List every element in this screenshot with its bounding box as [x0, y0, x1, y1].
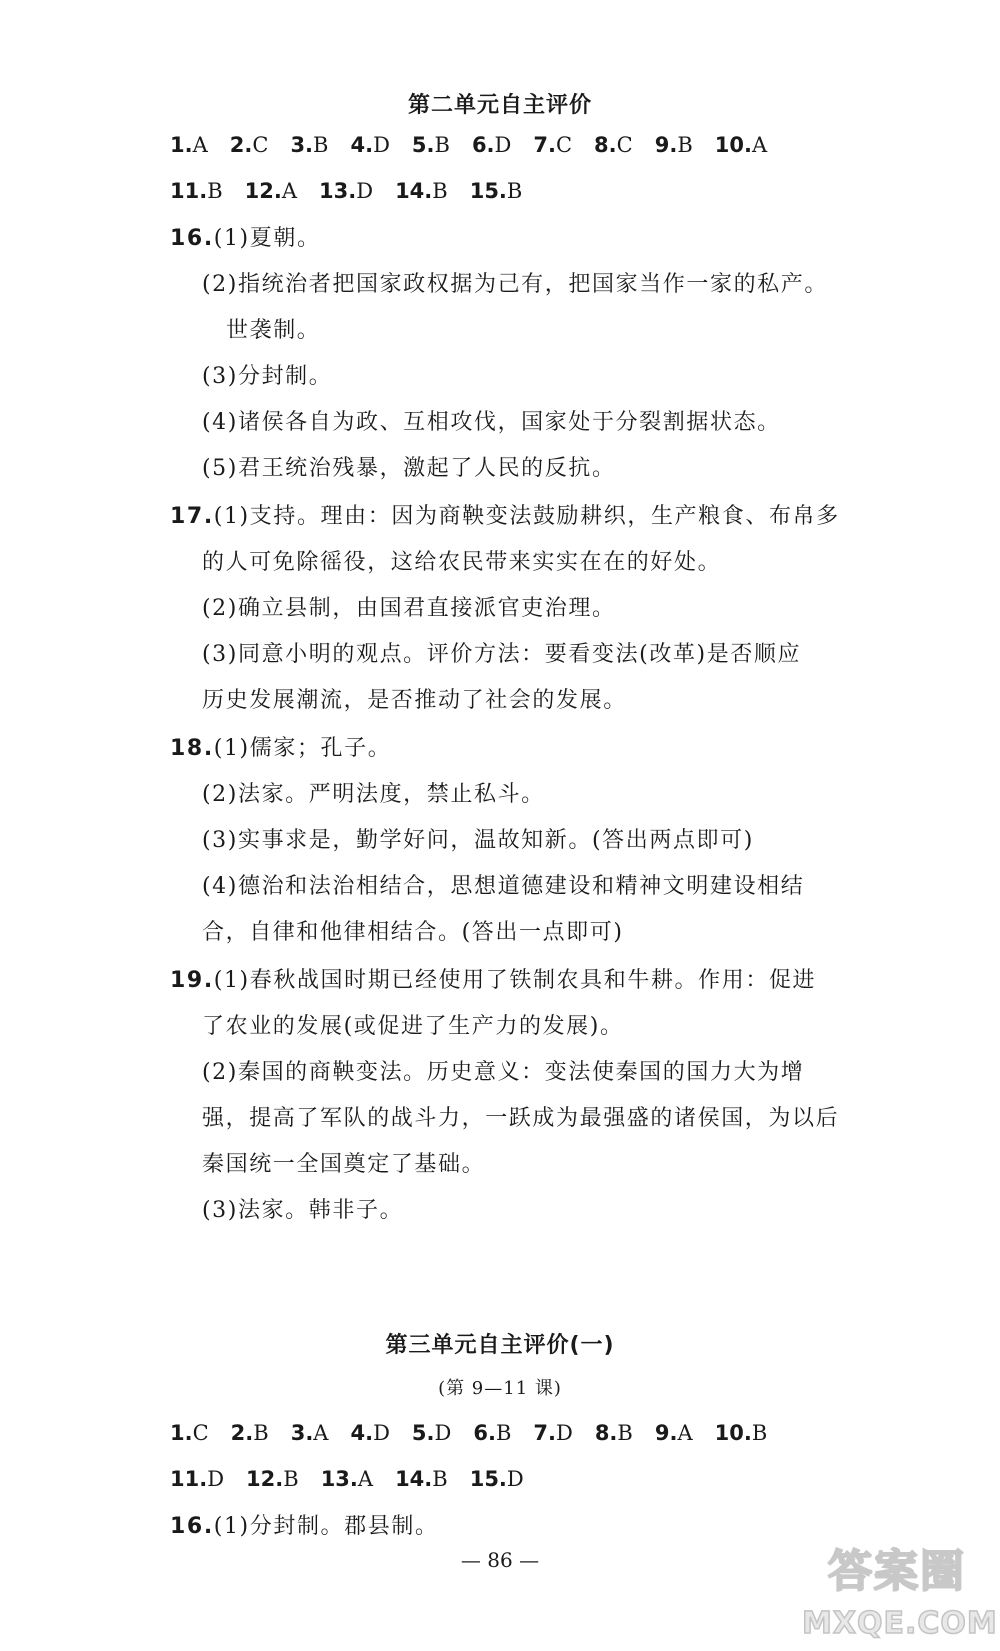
- page-number: — 86 —: [460, 1548, 540, 1572]
- mcq-answer-item: [470, 1464, 524, 1494]
- mcq-answer-letter: B: [313, 133, 329, 157]
- mcq-question-number: 12.: [246, 1467, 284, 1491]
- mcq-answer-letter: D: [555, 1421, 573, 1445]
- mcq-question-number: 1.: [170, 133, 193, 157]
- mcq-answer-letter: A: [281, 179, 298, 203]
- mcq-answer-item: [472, 130, 511, 160]
- mcq-question-number: 4.: [350, 133, 374, 157]
- question-number: 17.: [170, 504, 214, 529]
- mcq-answer-letter: C: [555, 133, 573, 157]
- mcq-answer-item: [319, 176, 373, 206]
- mcq-answer-letter: D: [506, 1467, 524, 1491]
- answer-line: (2)秦国的商鞅变法。历史意义：变法使秦国的国力大为增: [202, 1060, 805, 1085]
- mcq-answer-letter: B: [506, 179, 523, 203]
- mcq-answer-item: [350, 130, 389, 160]
- mcq-answer-letter: B: [432, 1467, 448, 1491]
- answer-line: 的人可免除徭役，这给农民带来实实在在的好处。: [202, 550, 722, 575]
- mcq-question-number: 6.: [471, 133, 495, 157]
- mcq-answers-row-2: [170, 1464, 546, 1494]
- mcq-answer-item: [395, 176, 448, 206]
- mcq-answer-letter: A: [751, 133, 768, 157]
- watermark-url-text: MXQE.COM: [802, 1606, 998, 1641]
- mcq-answer-letter: B: [434, 133, 450, 157]
- mcq-answer-item: [473, 1418, 511, 1448]
- section-title-unit-2: 第二单元自主评价: [407, 93, 592, 118]
- answer-line: (3)实事求是，勤学好问，温故知新。(答出两点即可): [202, 828, 754, 853]
- answer-line: (2)确立县制，由国君直接派官吏治理。: [202, 596, 616, 621]
- mcq-question-number: 11.: [170, 1467, 208, 1491]
- mcq-question-number: 13.: [320, 1467, 358, 1491]
- mcq-question-number: 1.: [170, 1421, 193, 1445]
- question-number: 16.: [170, 1514, 214, 1539]
- answer-line: (3)同意小明的观点。评价方法：要看变法(改革)是否顺应: [202, 642, 802, 667]
- mcq-question-number: 2.: [230, 1421, 254, 1445]
- mcq-answer-letter: D: [373, 133, 390, 157]
- answer-line: (5)君王统治残暴，激起了人民的反抗。: [202, 456, 616, 481]
- mcq-question-number: 13.: [319, 179, 357, 203]
- answer-line: 历史发展潮流，是否推动了社会的发展。: [202, 688, 627, 713]
- answer-line: (1)夏朝。: [213, 226, 321, 251]
- mcq-question-number: 3.: [290, 1421, 314, 1445]
- mcq-answer-letter: B: [495, 1421, 512, 1445]
- mcq-answer-letter: C: [252, 133, 269, 157]
- answer-line: 了农业的发展(或促进了生产力的发展)。: [202, 1014, 624, 1039]
- mcq-question-number: 12.: [244, 179, 282, 203]
- mcq-answer-letter: A: [677, 1421, 693, 1445]
- mcq-answer-item: [470, 176, 523, 206]
- answer-line: (1)支持。理由：因为商鞅变法鼓励耕织，生产粮食、布帛多: [213, 504, 840, 529]
- mcq-question-number: 15.: [469, 1467, 507, 1491]
- mcq-question-number: 9.: [654, 1421, 678, 1445]
- answer-line: 强，提高了军队的战斗力，一跃成为最强盛的诸侯国，为以后: [202, 1106, 840, 1131]
- mcq-answer-item: [412, 1418, 451, 1448]
- answer-line: (2)指统治者把国家政权据为己有，把国家当作一家的私产。: [202, 272, 828, 297]
- answer-line: 秦国统一全国奠定了基础。: [202, 1152, 486, 1177]
- mcq-answer-item: [321, 1464, 373, 1494]
- mcq-answer-item: [170, 1464, 224, 1494]
- mcq-answer-item: [655, 1418, 693, 1448]
- answer-line: (4)德治和法治相结合，思想道德建设和精神文明建设相结: [202, 874, 805, 899]
- mcq-answer-letter: B: [677, 133, 693, 157]
- mcq-answer-letter: D: [494, 133, 512, 157]
- mcq-answer-item: [290, 130, 328, 160]
- mcq-answer-item: [230, 130, 269, 160]
- question-number: 16.: [170, 226, 214, 251]
- mcq-answer-letter: B: [751, 1421, 768, 1445]
- mcq-question-number: 7.: [533, 1421, 556, 1445]
- mcq-answer-letter: A: [357, 1467, 374, 1491]
- answer-line: (2)法家。严明法度，禁止私斗。: [202, 782, 545, 807]
- mcq-answer-item: [533, 130, 572, 160]
- mcq-answer-letter: A: [313, 1421, 329, 1445]
- mcq-question-number: 4.: [350, 1421, 374, 1445]
- mcq-question-number: 14.: [395, 1467, 433, 1491]
- mcq-answer-item: [231, 1418, 269, 1448]
- mcq-question-number: 10.: [714, 1421, 752, 1445]
- mcq-question-number: 10.: [714, 133, 752, 157]
- mcq-answer-item: [170, 130, 208, 160]
- question-number: 18.: [170, 736, 214, 761]
- mcq-answer-item: [246, 1464, 299, 1494]
- mcq-question-number: 3.: [290, 133, 314, 157]
- answer-line: (1)儒家；孔子。: [213, 736, 392, 761]
- mcq-question-number: 14.: [395, 179, 433, 203]
- watermark-logo-text: 答案圈: [828, 1546, 966, 1597]
- mcq-answer-letter: B: [207, 179, 223, 203]
- answer-line: 合，自律和他律相结合。(答出一点即可): [202, 920, 624, 945]
- mcq-question-number: 8.: [594, 133, 617, 157]
- mcq-question-number: 6.: [473, 1421, 496, 1445]
- mcq-answer-item: [412, 130, 450, 160]
- mcq-answer-letter: D: [373, 1421, 390, 1445]
- watermark-logo: [802, 1535, 998, 1645]
- answer-line: (3)法家。韩非子。: [202, 1198, 404, 1223]
- mcq-answer-letter: B: [253, 1421, 269, 1445]
- answer-line: (3)分封制。: [202, 364, 333, 389]
- mcq-answer-item: [350, 1418, 389, 1448]
- mcq-answers-row-1: [170, 1418, 789, 1448]
- mcq-answer-letter: C: [616, 133, 633, 157]
- mcq-question-number: 7.: [533, 133, 556, 157]
- mcq-answer-item: [170, 1418, 209, 1448]
- mcq-question-number: 8.: [594, 1421, 618, 1445]
- mcq-question-number: 15.: [469, 179, 507, 203]
- mcq-answer-item: [594, 130, 633, 160]
- mcq-answers-row-1: [170, 130, 789, 160]
- mcq-answer-item: [715, 130, 767, 160]
- mcq-answer-letter: D: [356, 179, 374, 203]
- answer-line: (1)分封制。郡县制。: [213, 1514, 439, 1539]
- mcq-answer-item: [533, 1418, 572, 1448]
- mcq-question-number: 11.: [170, 179, 208, 203]
- mcq-answers-row-2: [170, 176, 544, 206]
- mcq-question-number: 9.: [654, 133, 678, 157]
- mcq-answer-letter: C: [192, 1421, 209, 1445]
- mcq-answer-item: [595, 1418, 633, 1448]
- answer-line: (1)春秋战国时期已经使用了铁制农具和牛耕。作用：促进: [213, 968, 817, 993]
- mcq-answer-letter: B: [283, 1467, 299, 1491]
- mcq-answer-item: [715, 1418, 768, 1448]
- mcq-question-number: 5.: [411, 133, 435, 157]
- mcq-answer-item: [395, 1464, 448, 1494]
- mcq-answer-letter: D: [434, 1421, 452, 1445]
- mcq-answer-item: [245, 176, 297, 206]
- answer-line: 世袭制。: [226, 318, 321, 343]
- mcq-answer-letter: A: [192, 133, 208, 157]
- section-title-unit-3: 第三单元自主评价(一): [385, 1333, 615, 1358]
- mcq-answer-item: [655, 130, 693, 160]
- question-number: 19.: [170, 968, 214, 993]
- mcq-question-number: 2.: [229, 133, 253, 157]
- mcq-answer-letter: B: [617, 1421, 633, 1445]
- mcq-answer-letter: B: [432, 179, 448, 203]
- mcq-answer-item: [170, 176, 223, 206]
- mcq-answer-letter: D: [207, 1467, 225, 1491]
- mcq-question-number: 5.: [411, 1421, 435, 1445]
- answer-line: (4)诸侯各自为政、互相攻伐，国家处于分裂割据状态。: [202, 410, 781, 435]
- mcq-answer-item: [291, 1418, 329, 1448]
- section-subtitle-lessons: (第 9—11 课): [438, 1378, 562, 1399]
